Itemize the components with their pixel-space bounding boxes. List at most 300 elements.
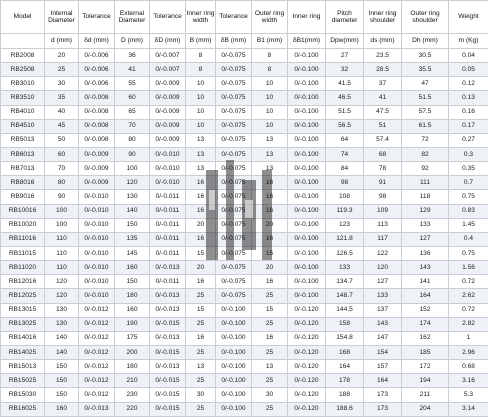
table-cell: 178 — [326, 374, 364, 388]
table-cell: 25 — [252, 402, 288, 416]
table-cell: 16 — [186, 204, 216, 218]
header-tolerance-D: Tolerance — [150, 1, 186, 34]
table-cell: 0/-0.010 — [79, 190, 115, 204]
table-cell: 0/-0.013 — [150, 289, 186, 303]
table-cell: 0.27 — [449, 133, 488, 147]
table-cell: 135 — [115, 232, 150, 246]
header-outer-ring-shoulder: Outer ring shoulder — [402, 1, 449, 34]
table-cell: 13 — [252, 360, 288, 374]
table-cell: 0/-0.013 — [79, 402, 115, 416]
model-cell: RB6013 — [1, 147, 45, 161]
table-cell: 0/-0.120 — [288, 317, 326, 331]
table-row — [1, 133, 488, 147]
table-cell: 120 — [364, 261, 402, 275]
table-cell: 173 — [364, 388, 402, 402]
table-cell: 0/-0.075 — [216, 204, 252, 218]
table-body — [1, 49, 488, 417]
table-cell: 10 — [186, 105, 216, 119]
table-cell: 0/-0.075 — [216, 232, 252, 246]
table-cell: 117 — [364, 232, 402, 246]
table-cell: 0/-0.100 — [288, 261, 326, 275]
table-cell: 230 — [115, 388, 150, 402]
table-cell: 0/-0.010 — [79, 289, 115, 303]
table-cell: 0/-0.015 — [150, 345, 186, 359]
table-cell: 16 — [186, 176, 216, 190]
model-cell: RB5013 — [1, 133, 45, 147]
table-cell: 32 — [326, 63, 364, 77]
table-cell: 16 — [186, 190, 216, 204]
table-cell: 41 — [115, 63, 150, 77]
table-cell: 0/-0.100 — [216, 331, 252, 345]
table-cell: 113 — [364, 218, 402, 232]
table-cell: 0/-0.100 — [288, 190, 326, 204]
table-cell: 0/-0.100 — [288, 119, 326, 133]
table-cell: 0/-0.100 — [288, 147, 326, 161]
table-cell: 0/-0.008 — [79, 133, 115, 147]
table-cell: 0/-0.010 — [79, 204, 115, 218]
table-cell: 20 — [186, 261, 216, 275]
table-cell: 134.7 — [326, 275, 364, 289]
table-cell: 51 — [364, 119, 402, 133]
table-row — [1, 176, 488, 190]
table-cell: 137 — [364, 303, 402, 317]
table-cell: 0/-0.075 — [216, 63, 252, 77]
table-cell: 133 — [402, 218, 449, 232]
table-cell: 0/-0.015 — [150, 388, 186, 402]
model-cell: RB3510 — [1, 91, 45, 105]
table-cell: 25 — [252, 289, 288, 303]
table-cell: 60 — [115, 91, 150, 105]
model-cell: RB11020 — [1, 261, 45, 275]
table-cell: 0.17 — [449, 119, 488, 133]
table-cell: 0/-0.100 — [288, 49, 326, 63]
table-cell: 0/-0.100 — [288, 218, 326, 232]
table-cell: 190 — [115, 317, 150, 331]
table-cell: 157 — [364, 360, 402, 374]
table-cell: 110 — [45, 261, 79, 275]
table-cell: 13 — [186, 162, 216, 176]
table-cell: 0/-0.012 — [79, 317, 115, 331]
table-cell: 0/-0.075 — [216, 91, 252, 105]
table-cell: 30.5 — [402, 49, 449, 63]
table-cell: 152 — [402, 303, 449, 317]
table-cell: 0/-0.075 — [216, 133, 252, 147]
table-cell: 51.5 — [326, 105, 364, 119]
table-cell: 0/-0.007 — [150, 63, 186, 77]
table-cell: 74 — [326, 147, 364, 161]
table-cell: 154.8 — [326, 331, 364, 345]
table-cell: 13 — [252, 133, 288, 147]
table-cell: 127 — [402, 232, 449, 246]
table-cell: 0/-0.100 — [288, 77, 326, 91]
table-cell: 25 — [186, 345, 216, 359]
table-cell: 0/-0.009 — [79, 176, 115, 190]
table-cell: 0/-0.100 — [288, 275, 326, 289]
header-pitch-diameter: Pitch diameter — [326, 1, 364, 34]
table-row — [1, 147, 488, 161]
table-cell: 150 — [45, 374, 79, 388]
table-cell: 144.5 — [326, 303, 364, 317]
table-cell: 121.8 — [326, 232, 364, 246]
table-cell: 0.4 — [449, 232, 488, 246]
unit-delta-D: δD (mm) — [150, 34, 186, 49]
model-cell: RB10020 — [1, 218, 45, 232]
table-cell: 0/-0.075 — [216, 147, 252, 161]
table-cell: 10 — [186, 77, 216, 91]
table-cell: 0/-0.100 — [288, 204, 326, 218]
model-cell: RB13025 — [1, 317, 45, 331]
table-cell: 0/-0.012 — [79, 374, 115, 388]
model-cell: RB7013 — [1, 162, 45, 176]
model-cell: RB14016 — [1, 331, 45, 345]
table-cell: 41.5 — [326, 77, 364, 91]
table-cell: 20 — [45, 49, 79, 63]
table-row — [1, 360, 488, 374]
table-cell: 204 — [402, 402, 449, 416]
table-row — [1, 317, 488, 331]
table-cell: 0/-0.012 — [79, 360, 115, 374]
table-cell: 0/-0.013 — [150, 261, 186, 275]
unit-d: d (mm) — [45, 34, 79, 49]
table-cell: 64 — [326, 133, 364, 147]
table-cell: 0/-0.015 — [150, 374, 186, 388]
table-cell: 0/-0.010 — [150, 147, 186, 161]
table-cell: 130 — [45, 317, 79, 331]
table-cell: 140 — [115, 204, 150, 218]
table-cell: 0/-0.120 — [288, 402, 326, 416]
table-cell: 0.04 — [449, 49, 488, 63]
table-cell: 25 — [186, 317, 216, 331]
model-cell: RB15013 — [1, 360, 45, 374]
table-cell: 123 — [326, 218, 364, 232]
table-cell: 13 — [252, 162, 288, 176]
table-cell: 175 — [115, 331, 150, 345]
table-cell: 16 — [252, 232, 288, 246]
table-row — [1, 218, 488, 232]
table-cell: 61.5 — [402, 119, 449, 133]
table-cell: 70 — [45, 162, 79, 176]
table-cell: 0.7 — [449, 176, 488, 190]
table-cell: 0.05 — [449, 63, 488, 77]
table-cell: 2.62 — [449, 289, 488, 303]
table-cell: 84 — [326, 162, 364, 176]
table-cell: 16 — [186, 331, 216, 345]
table-cell: 150 — [45, 388, 79, 402]
table-cell: 0/-0.100 — [216, 402, 252, 416]
table-cell: 60 — [45, 147, 79, 161]
table-cell: 0.72 — [449, 303, 488, 317]
table-cell: 200 — [115, 345, 150, 359]
table-cell: 13 — [186, 360, 216, 374]
table-cell: 8 — [186, 63, 216, 77]
model-cell: RB16025 — [1, 402, 45, 416]
table-cell: 25 — [252, 374, 288, 388]
table-cell: 120 — [45, 289, 79, 303]
table-cell: 57.5 — [402, 105, 449, 119]
table-cell: 15 — [186, 246, 216, 260]
table-cell: 119.3 — [326, 204, 364, 218]
table-cell: 15 — [252, 303, 288, 317]
table-cell: 2.96 — [449, 345, 488, 359]
table-cell: 35 — [45, 91, 79, 105]
table-cell: 109 — [364, 204, 402, 218]
table-cell: 15 — [186, 303, 216, 317]
table-cell: 0/-0.011 — [150, 204, 186, 218]
table-cell: 0/-0.012 — [79, 388, 115, 402]
header-inner-ring-shoulder: Inner ring shoulder — [364, 1, 402, 34]
table-cell: 8 — [252, 49, 288, 63]
table-cell: 0/-0.012 — [79, 303, 115, 317]
header-tolerance-d: Tolerance — [79, 1, 115, 34]
table-cell: 45 — [45, 119, 79, 133]
model-cell: RB2008 — [1, 49, 45, 63]
model-cell: RB15030 — [1, 388, 45, 402]
unit-D: D (mm) — [115, 34, 150, 49]
table-cell: 150 — [45, 360, 79, 374]
table-cell: 0/-0.100 — [288, 232, 326, 246]
model-cell: RB2508 — [1, 63, 45, 77]
table-cell: 0/-0.008 — [79, 105, 115, 119]
table-cell: 16 — [252, 204, 288, 218]
model-cell: RB3010 — [1, 77, 45, 91]
table-cell: 2.82 — [449, 317, 488, 331]
table-cell: 90 — [115, 147, 150, 161]
table-cell: 0/-0.015 — [150, 317, 186, 331]
table-cell: 13 — [252, 147, 288, 161]
table-cell: 1.56 — [449, 261, 488, 275]
table-cell: 30 — [252, 388, 288, 402]
table-cell: 0/-0.008 — [79, 91, 115, 105]
table-cell: 0/-0.010 — [150, 162, 186, 176]
table-cell: 122 — [364, 246, 402, 260]
table-cell: 28.5 — [364, 63, 402, 77]
table-cell: 100 — [45, 204, 79, 218]
table-row — [1, 289, 488, 303]
table-cell: 10 — [252, 105, 288, 119]
table-cell: 20 — [252, 261, 288, 275]
table-cell: 3.14 — [449, 402, 488, 416]
table-cell: 0/-0.010 — [79, 246, 115, 260]
unit-Dpw: Dpw(mm) — [326, 34, 364, 49]
table-cell: 100 — [45, 218, 79, 232]
table-cell: 3.16 — [449, 374, 488, 388]
model-cell: RB11015 — [1, 246, 45, 260]
table-cell: 0/-0.075 — [216, 246, 252, 260]
table-cell: 56.5 — [326, 119, 364, 133]
table-cell: 0/-0.100 — [288, 176, 326, 190]
table-cell: 173 — [364, 402, 402, 416]
table-cell: 0/-0.100 — [216, 345, 252, 359]
table-cell: 210 — [115, 374, 150, 388]
table-cell: 98 — [326, 176, 364, 190]
table-cell: 1.45 — [449, 218, 488, 232]
table-cell: 13 — [186, 133, 216, 147]
table-cell: 0/-0.075 — [216, 105, 252, 119]
table-cell: 30 — [186, 388, 216, 402]
table-cell: 120 — [115, 176, 150, 190]
header-outer-ring-width: Outer ring width — [252, 1, 288, 34]
units-row — [1, 34, 488, 49]
table-row — [1, 91, 488, 105]
table-cell: 91 — [364, 176, 402, 190]
table-cell: 0/-0.120 — [288, 360, 326, 374]
model-cell: RB4010 — [1, 105, 45, 119]
table-cell: 78 — [364, 162, 402, 176]
table-cell: 120 — [45, 275, 79, 289]
table-row — [1, 388, 488, 402]
table-cell: 0/-0.100 — [216, 303, 252, 317]
table-cell: 0/-0.120 — [288, 345, 326, 359]
table-cell: 0/-0.009 — [150, 105, 186, 119]
table-cell: 0/-0.013 — [150, 303, 186, 317]
header-tolerance-B: Tolerance — [216, 1, 252, 34]
table-cell: 220 — [115, 402, 150, 416]
table-cell: 50 — [45, 133, 79, 147]
table-cell: 0/-0.075 — [216, 77, 252, 91]
table-row — [1, 105, 488, 119]
table-cell: 51.5 — [402, 91, 449, 105]
table-cell: 40 — [45, 105, 79, 119]
table-cell: 0/-0.010 — [150, 176, 186, 190]
unit-ds: ds (mm) — [364, 34, 402, 49]
table-cell: 25 — [186, 374, 216, 388]
table-row — [1, 374, 488, 388]
table-cell: 0/-0.006 — [79, 49, 115, 63]
table-cell: 30 — [45, 77, 79, 91]
table-cell: 194 — [402, 374, 449, 388]
table-cell: 0/-0.120 — [288, 303, 326, 317]
table-row — [1, 190, 488, 204]
table-row — [1, 303, 488, 317]
model-cell: RB8016 — [1, 176, 45, 190]
table-cell: 111 — [402, 176, 449, 190]
table-cell: 0.68 — [449, 360, 488, 374]
table-cell: 0/-0.100 — [288, 105, 326, 119]
table-cell: 0/-0.100 — [216, 360, 252, 374]
table-row — [1, 345, 488, 359]
model-cell: RB13015 — [1, 303, 45, 317]
table-cell: 158 — [326, 317, 364, 331]
table-cell: 0.16 — [449, 105, 488, 119]
table-cell: 0/-0.010 — [79, 275, 115, 289]
table-cell: 0/-0.011 — [150, 232, 186, 246]
table-cell: 0/-0.100 — [288, 133, 326, 147]
table-cell: 0.13 — [449, 91, 488, 105]
table-cell: 10 — [186, 91, 216, 105]
table-cell: 0.75 — [449, 246, 488, 260]
table-cell: 36 — [115, 49, 150, 63]
header-inner-ring: Inner ring — [288, 1, 326, 34]
header-inner-ring-width: Inner ring width — [186, 1, 216, 34]
header-row — [1, 1, 488, 34]
table-cell: 160 — [45, 402, 79, 416]
unit-B1: B1 (mm) — [252, 34, 288, 49]
table-cell: 70 — [115, 119, 150, 133]
table-cell: 47 — [402, 77, 449, 91]
table-cell: 0/-0.006 — [79, 77, 115, 91]
table-cell: 141 — [402, 275, 449, 289]
table-cell: 145 — [115, 246, 150, 260]
table-cell: 100 — [115, 162, 150, 176]
table-cell: 154 — [364, 345, 402, 359]
table-row — [1, 331, 488, 345]
table-cell: 143 — [402, 261, 449, 275]
table-row — [1, 204, 488, 218]
table-cell: 160 — [115, 303, 150, 317]
table-cell: 16 — [186, 275, 216, 289]
table-cell: 16 — [252, 176, 288, 190]
table-cell: 0/-0.075 — [216, 119, 252, 133]
table-row — [1, 246, 488, 260]
model-cell: RB4510 — [1, 119, 45, 133]
table-cell: 82 — [402, 147, 449, 161]
model-cell: RB10016 — [1, 204, 45, 218]
table-cell: 10 — [252, 91, 288, 105]
table-cell: 41 — [364, 91, 402, 105]
units-cell-model — [1, 34, 45, 49]
table-row — [1, 162, 488, 176]
table-cell: 57.4 — [364, 133, 402, 147]
table-cell: 0/-0.120 — [288, 331, 326, 345]
table-cell: 130 — [45, 303, 79, 317]
table-row — [1, 232, 488, 246]
table-cell: 0/-0.075 — [216, 162, 252, 176]
table-cell: 20 — [186, 218, 216, 232]
table-cell: 180 — [115, 360, 150, 374]
table-cell: 25 — [186, 289, 216, 303]
table-cell: 0/-0.075 — [216, 289, 252, 303]
unit-delta-B1: δB1(mm) — [288, 34, 326, 49]
table-cell: 37 — [364, 77, 402, 91]
header-external-diameter: External Diameter — [115, 1, 150, 34]
table-cell: 133 — [326, 261, 364, 275]
table-cell: 46.5 — [326, 91, 364, 105]
table-cell: 8 — [252, 63, 288, 77]
table-cell: 0/-0.010 — [79, 232, 115, 246]
table-cell: 0/-0.100 — [288, 246, 326, 260]
table-cell: 0/-0.008 — [79, 119, 115, 133]
table-cell: 127 — [364, 275, 402, 289]
table-cell: 16 — [252, 275, 288, 289]
table-cell: 0/-0.011 — [150, 246, 186, 260]
table-cell: 0/-0.010 — [79, 218, 115, 232]
table-cell: 0/-0.100 — [288, 162, 326, 176]
table-cell: 98 — [364, 190, 402, 204]
table-row — [1, 261, 488, 275]
table-cell: 16 — [252, 190, 288, 204]
model-cell: RB12025 — [1, 289, 45, 303]
table-cell: 25 — [252, 345, 288, 359]
table-row — [1, 77, 488, 91]
table-cell: 164 — [326, 360, 364, 374]
table-cell: 0.3 — [449, 147, 488, 161]
table-cell: 211 — [402, 388, 449, 402]
table-cell: 47.5 — [364, 105, 402, 119]
table-cell: 0/-0.120 — [288, 374, 326, 388]
table-cell: 8 — [186, 49, 216, 63]
table-cell: 0/-0.075 — [216, 176, 252, 190]
table-cell: 148.7 — [326, 289, 364, 303]
unit-Dh: Dh (mm) — [402, 34, 449, 49]
table-cell: 90 — [45, 190, 79, 204]
table-cell: 0/-0.011 — [150, 190, 186, 204]
table-cell: 110 — [45, 246, 79, 260]
table-cell: 55 — [115, 77, 150, 91]
header-model: Model — [1, 1, 45, 34]
table-cell: 65 — [115, 105, 150, 119]
model-cell: RB9016 — [1, 190, 45, 204]
table-cell: 1 — [449, 331, 488, 345]
